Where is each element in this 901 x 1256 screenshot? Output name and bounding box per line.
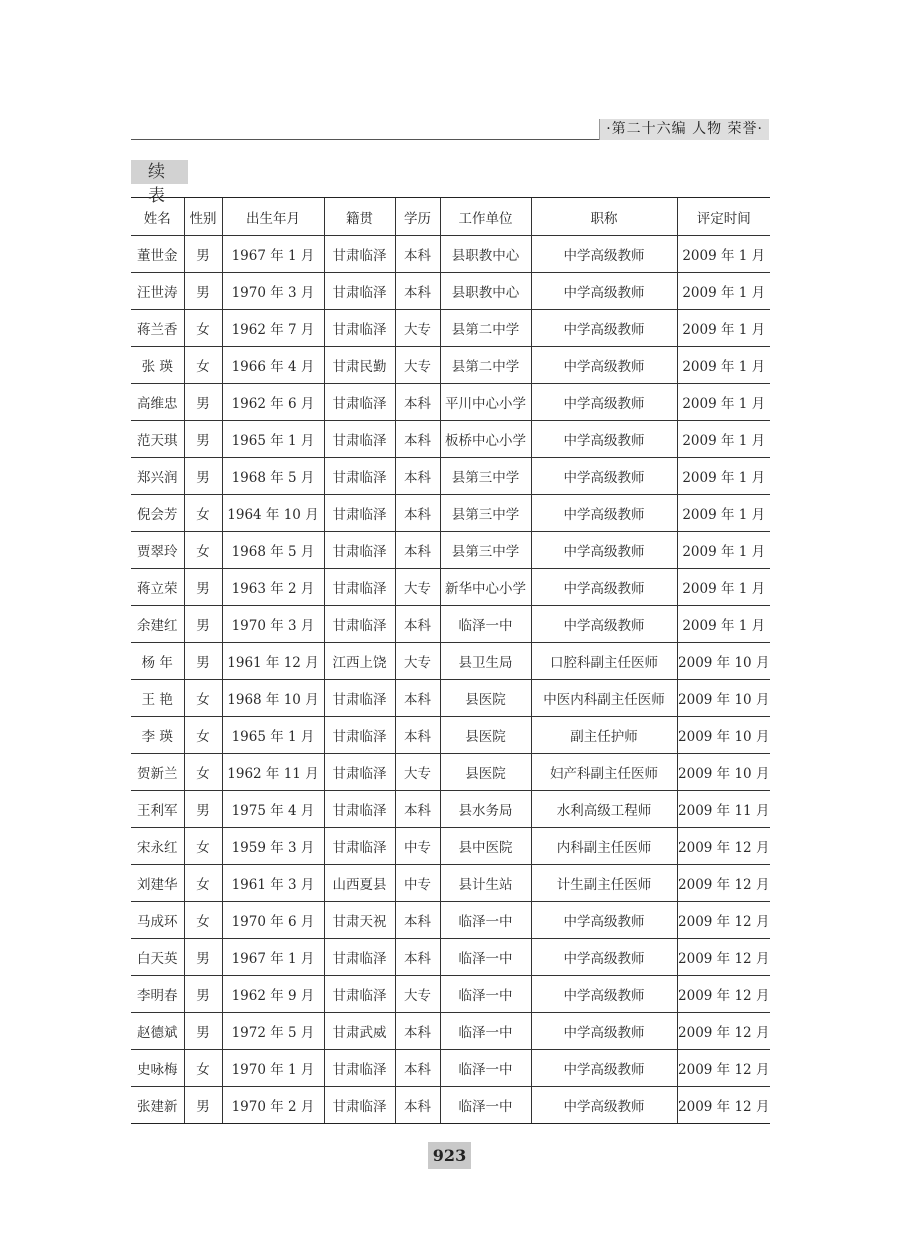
cell-date: 2009 年 12 月 <box>677 1050 770 1087</box>
cell-date: 2009 年 1 月 <box>677 532 770 569</box>
cell-date: 2009 年 12 月 <box>677 976 770 1013</box>
cell-date: 2009 年 1 月 <box>677 347 770 384</box>
column-header-name: 姓名 <box>131 198 184 236</box>
cell-education: 本科 <box>395 458 440 495</box>
cell-native-place: 甘肃民勤 <box>324 347 395 384</box>
cell-education: 本科 <box>395 421 440 458</box>
cell-birth: 1970 年 6 月 <box>222 902 324 939</box>
table-row <box>131 1050 770 1087</box>
cell-title: 内科副主任医师 <box>531 828 677 865</box>
cell-title: 水利高级工程师 <box>531 791 677 828</box>
table-row <box>131 569 770 606</box>
cell-workplace: 临泽一中 <box>440 976 531 1013</box>
table-row <box>131 1013 770 1050</box>
cell-name: 董世金 <box>131 236 184 273</box>
cell-birth: 1970 年 1 月 <box>222 1050 324 1087</box>
cell-native-place: 甘肃临泽 <box>324 384 395 421</box>
cell-workplace: 县第三中学 <box>440 458 531 495</box>
cell-birth: 1968 年 5 月 <box>222 458 324 495</box>
cell-native-place: 江西上饶 <box>324 643 395 680</box>
cell-birth: 1967 年 1 月 <box>222 236 324 273</box>
cell-date: 2009 年 10 月 <box>677 717 770 754</box>
cell-gender: 女 <box>184 680 222 717</box>
table-row <box>131 236 770 273</box>
cell-date: 2009 年 12 月 <box>677 1087 770 1124</box>
cell-title: 副主任护师 <box>531 717 677 754</box>
cell-education: 中专 <box>395 865 440 902</box>
cell-gender: 男 <box>184 421 222 458</box>
cell-gender: 男 <box>184 939 222 976</box>
cell-title: 计生副主任医师 <box>531 865 677 902</box>
page-number: 923 <box>428 1142 471 1169</box>
table-row <box>131 532 770 569</box>
cell-title: 中学高级教师 <box>531 273 677 310</box>
table-row <box>131 643 770 680</box>
cell-birth: 1963 年 2 月 <box>222 569 324 606</box>
cell-birth: 1968 年 5 月 <box>222 532 324 569</box>
cell-native-place: 甘肃天祝 <box>324 902 395 939</box>
cell-workplace: 县水务局 <box>440 791 531 828</box>
table-row <box>131 939 770 976</box>
cell-birth: 1964 年 10 月 <box>222 495 324 532</box>
cell-gender: 女 <box>184 717 222 754</box>
cell-name: 张 瑛 <box>131 347 184 384</box>
cell-title: 中学高级教师 <box>531 458 677 495</box>
cell-workplace: 平川中心小学 <box>440 384 531 421</box>
cell-birth: 1967 年 1 月 <box>222 939 324 976</box>
cell-workplace: 县计生站 <box>440 865 531 902</box>
cell-native-place: 甘肃武威 <box>324 1013 395 1050</box>
cell-workplace: 临泽一中 <box>440 606 531 643</box>
table-row <box>131 347 770 384</box>
cell-name: 张建新 <box>131 1087 184 1124</box>
cell-education: 本科 <box>395 606 440 643</box>
cell-education: 本科 <box>395 384 440 421</box>
cell-title: 口腔科副主任医师 <box>531 643 677 680</box>
cell-name: 史咏梅 <box>131 1050 184 1087</box>
cell-date: 2009 年 1 月 <box>677 458 770 495</box>
cell-native-place: 甘肃临泽 <box>324 421 395 458</box>
cell-gender: 男 <box>184 606 222 643</box>
cell-date: 2009 年 12 月 <box>677 828 770 865</box>
section-header: ·第二十六编 人物 荣誉· <box>599 119 769 140</box>
cell-native-place: 甘肃临泽 <box>324 569 395 606</box>
cell-date: 2009 年 12 月 <box>677 902 770 939</box>
cell-native-place: 山西夏县 <box>324 865 395 902</box>
cell-date: 2009 年 10 月 <box>677 754 770 791</box>
cell-education: 本科 <box>395 1087 440 1124</box>
cell-gender: 女 <box>184 865 222 902</box>
cell-name: 汪世涛 <box>131 273 184 310</box>
column-header-education: 学历 <box>395 198 440 236</box>
cell-native-place: 甘肃临泽 <box>324 754 395 791</box>
cell-education: 大专 <box>395 569 440 606</box>
cell-title: 中学高级教师 <box>531 532 677 569</box>
cell-education: 大专 <box>395 643 440 680</box>
table-row <box>131 458 770 495</box>
column-header-date: 评定时间 <box>677 198 770 236</box>
cell-native-place: 甘肃临泽 <box>324 791 395 828</box>
cell-birth: 1962 年 7 月 <box>222 310 324 347</box>
cell-native-place: 甘肃临泽 <box>324 939 395 976</box>
cell-education: 本科 <box>395 532 440 569</box>
cell-gender: 男 <box>184 643 222 680</box>
cell-title: 中学高级教师 <box>531 1050 677 1087</box>
cell-name: 贾翠玲 <box>131 532 184 569</box>
cell-gender: 男 <box>184 791 222 828</box>
column-header-workplace: 工作单位 <box>440 198 531 236</box>
cell-title: 中学高级教师 <box>531 236 677 273</box>
cell-gender: 男 <box>184 273 222 310</box>
roster-table <box>131 197 770 1124</box>
cell-birth: 1970 年 3 月 <box>222 606 324 643</box>
cell-date: 2009 年 10 月 <box>677 680 770 717</box>
cell-education: 大专 <box>395 310 440 347</box>
cell-gender: 男 <box>184 236 222 273</box>
cell-date: 2009 年 12 月 <box>677 1013 770 1050</box>
cell-education: 本科 <box>395 236 440 273</box>
cell-date: 2009 年 1 月 <box>677 569 770 606</box>
table-body <box>131 236 770 1124</box>
cell-title: 中学高级教师 <box>531 421 677 458</box>
cell-birth: 1961 年 3 月 <box>222 865 324 902</box>
cell-title: 中医内科副主任医师 <box>531 680 677 717</box>
cell-gender: 男 <box>184 569 222 606</box>
cell-native-place: 甘肃临泽 <box>324 273 395 310</box>
cell-name: 李明春 <box>131 976 184 1013</box>
table-header-row <box>131 198 770 236</box>
cell-native-place: 甘肃临泽 <box>324 717 395 754</box>
cell-gender: 女 <box>184 310 222 347</box>
cell-workplace: 临泽一中 <box>440 902 531 939</box>
cell-gender: 男 <box>184 384 222 421</box>
cell-workplace: 县卫生局 <box>440 643 531 680</box>
cell-birth: 1970 年 2 月 <box>222 1087 324 1124</box>
cell-workplace: 县第二中学 <box>440 310 531 347</box>
cell-education: 本科 <box>395 495 440 532</box>
cell-title: 中学高级教师 <box>531 939 677 976</box>
table-row <box>131 902 770 939</box>
cell-title: 中学高级教师 <box>531 976 677 1013</box>
table-row <box>131 976 770 1013</box>
table-row <box>131 606 770 643</box>
cell-title: 中学高级教师 <box>531 347 677 384</box>
table-row <box>131 421 770 458</box>
cell-workplace: 县第二中学 <box>440 347 531 384</box>
cell-gender: 男 <box>184 1013 222 1050</box>
cell-gender: 男 <box>184 976 222 1013</box>
cell-gender: 女 <box>184 495 222 532</box>
cell-workplace: 县第三中学 <box>440 495 531 532</box>
cell-name: 范天琪 <box>131 421 184 458</box>
cell-gender: 女 <box>184 532 222 569</box>
cell-name: 蒋兰香 <box>131 310 184 347</box>
cell-education: 本科 <box>395 791 440 828</box>
cell-native-place: 甘肃临泽 <box>324 495 395 532</box>
cell-gender: 男 <box>184 1087 222 1124</box>
cell-date: 2009 年 1 月 <box>677 421 770 458</box>
cell-education: 中专 <box>395 828 440 865</box>
cell-name: 宋永红 <box>131 828 184 865</box>
cell-date: 2009 年 1 月 <box>677 606 770 643</box>
table-row <box>131 310 770 347</box>
table-row <box>131 1087 770 1124</box>
cell-name: 余建红 <box>131 606 184 643</box>
cell-gender: 女 <box>184 754 222 791</box>
cell-date: 2009 年 1 月 <box>677 495 770 532</box>
table-row <box>131 384 770 421</box>
cell-native-place: 甘肃临泽 <box>324 310 395 347</box>
cell-title: 中学高级教师 <box>531 569 677 606</box>
cell-date: 2009 年 1 月 <box>677 310 770 347</box>
cell-birth: 1970 年 3 月 <box>222 273 324 310</box>
cell-title: 中学高级教师 <box>531 606 677 643</box>
cell-workplace: 板桥中心小学 <box>440 421 531 458</box>
cell-workplace: 临泽一中 <box>440 1013 531 1050</box>
cell-education: 本科 <box>395 1050 440 1087</box>
cell-native-place: 甘肃临泽 <box>324 236 395 273</box>
cell-title: 中学高级教师 <box>531 384 677 421</box>
cell-date: 2009 年 12 月 <box>677 865 770 902</box>
cell-workplace: 县职教中心 <box>440 236 531 273</box>
cell-birth: 1961 年 12 月 <box>222 643 324 680</box>
column-header-title: 职称 <box>531 198 677 236</box>
cell-gender: 女 <box>184 347 222 384</box>
column-header-gender: 性别 <box>184 198 222 236</box>
cell-gender: 女 <box>184 1050 222 1087</box>
table-row <box>131 717 770 754</box>
cell-education: 本科 <box>395 939 440 976</box>
cell-birth: 1962 年 6 月 <box>222 384 324 421</box>
cell-title: 中学高级教师 <box>531 902 677 939</box>
cell-name: 马成环 <box>131 902 184 939</box>
cell-birth: 1972 年 5 月 <box>222 1013 324 1050</box>
cell-date: 2009 年 10 月 <box>677 643 770 680</box>
cell-birth: 1959 年 3 月 <box>222 828 324 865</box>
cell-workplace: 县中医院 <box>440 828 531 865</box>
cell-title: 妇产科副主任医师 <box>531 754 677 791</box>
cell-name: 高维忠 <box>131 384 184 421</box>
cell-birth: 1962 年 11 月 <box>222 754 324 791</box>
cell-workplace: 临泽一中 <box>440 939 531 976</box>
table-continued-label: 续 表 <box>131 160 188 184</box>
cell-native-place: 甘肃临泽 <box>324 606 395 643</box>
cell-workplace: 临泽一中 <box>440 1050 531 1087</box>
cell-education: 本科 <box>395 902 440 939</box>
cell-gender: 女 <box>184 828 222 865</box>
table-row <box>131 865 770 902</box>
cell-birth: 1966 年 4 月 <box>222 347 324 384</box>
cell-education: 本科 <box>395 273 440 310</box>
cell-name: 倪会芳 <box>131 495 184 532</box>
cell-name: 王 艳 <box>131 680 184 717</box>
cell-title: 中学高级教师 <box>531 1013 677 1050</box>
table-row <box>131 791 770 828</box>
cell-native-place: 甘肃临泽 <box>324 680 395 717</box>
cell-title: 中学高级教师 <box>531 1087 677 1124</box>
cell-birth: 1962 年 9 月 <box>222 976 324 1013</box>
cell-workplace: 县医院 <box>440 680 531 717</box>
cell-gender: 男 <box>184 458 222 495</box>
column-header-birth: 出生年月 <box>222 198 324 236</box>
table-row <box>131 273 770 310</box>
cell-date: 2009 年 12 月 <box>677 939 770 976</box>
cell-birth: 1968 年 10 月 <box>222 680 324 717</box>
cell-workplace: 临泽一中 <box>440 1087 531 1124</box>
cell-native-place: 甘肃临泽 <box>324 532 395 569</box>
column-header-native-place: 籍贯 <box>324 198 395 236</box>
table-row <box>131 754 770 791</box>
cell-education: 本科 <box>395 1013 440 1050</box>
cell-native-place: 甘肃临泽 <box>324 976 395 1013</box>
table-row <box>131 680 770 717</box>
cell-native-place: 甘肃临泽 <box>324 828 395 865</box>
cell-date: 2009 年 11 月 <box>677 791 770 828</box>
cell-name: 刘建华 <box>131 865 184 902</box>
cell-name: 王利军 <box>131 791 184 828</box>
cell-name: 贺新兰 <box>131 754 184 791</box>
cell-workplace: 县医院 <box>440 717 531 754</box>
cell-workplace: 县医院 <box>440 754 531 791</box>
cell-title: 中学高级教师 <box>531 495 677 532</box>
cell-birth: 1975 年 4 月 <box>222 791 324 828</box>
cell-date: 2009 年 1 月 <box>677 384 770 421</box>
cell-native-place: 甘肃临泽 <box>324 1087 395 1124</box>
cell-birth: 1965 年 1 月 <box>222 421 324 458</box>
cell-title: 中学高级教师 <box>531 310 677 347</box>
cell-name: 赵德斌 <box>131 1013 184 1050</box>
cell-name: 蒋立荣 <box>131 569 184 606</box>
cell-education: 本科 <box>395 717 440 754</box>
cell-gender: 女 <box>184 902 222 939</box>
cell-workplace: 新华中心小学 <box>440 569 531 606</box>
cell-name: 李 瑛 <box>131 717 184 754</box>
cell-education: 大专 <box>395 754 440 791</box>
cell-education: 大专 <box>395 347 440 384</box>
cell-name: 白天英 <box>131 939 184 976</box>
table-row <box>131 495 770 532</box>
cell-native-place: 甘肃临泽 <box>324 1050 395 1087</box>
cell-name: 郑兴润 <box>131 458 184 495</box>
cell-date: 2009 年 1 月 <box>677 236 770 273</box>
cell-workplace: 县职教中心 <box>440 273 531 310</box>
cell-workplace: 县第三中学 <box>440 532 531 569</box>
cell-native-place: 甘肃临泽 <box>324 458 395 495</box>
cell-education: 本科 <box>395 680 440 717</box>
table-row <box>131 828 770 865</box>
cell-name: 杨 年 <box>131 643 184 680</box>
cell-birth: 1965 年 1 月 <box>222 717 324 754</box>
cell-date: 2009 年 1 月 <box>677 273 770 310</box>
cell-education: 大专 <box>395 976 440 1013</box>
